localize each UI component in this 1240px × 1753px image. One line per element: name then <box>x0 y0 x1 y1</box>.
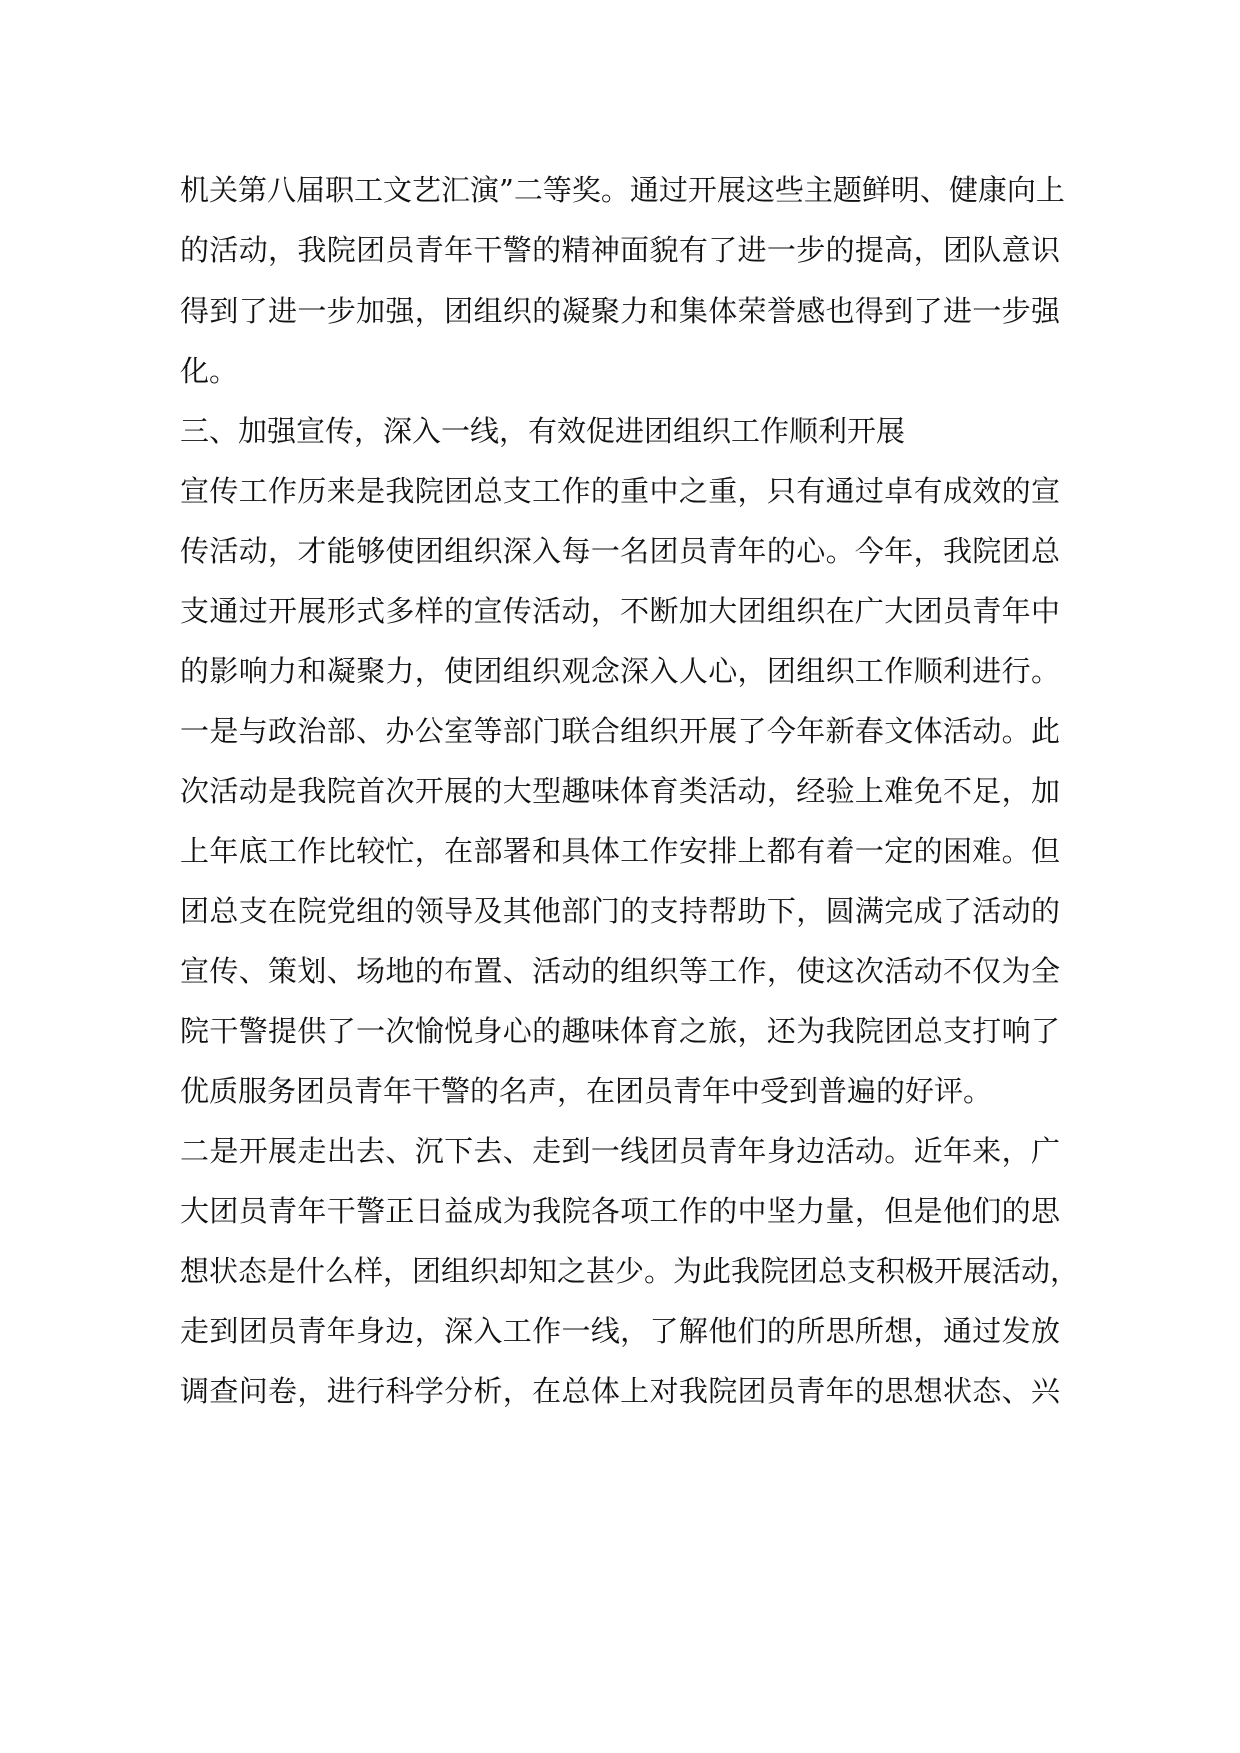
text-line: 次活动是我院首次开展的大型趣味体育类活动，经验上难免不足，加 <box>180 774 1060 808</box>
text-line: 走到团员青年身边，深入工作一线，了解他们的所思所想，通过发放 <box>180 1314 1060 1348</box>
section-heading: 三、加强宣传，深入一线，有效促进团组织工作顺利开展 <box>180 414 906 448</box>
text-line: 宣传工作历来是我院团总支工作的重中之重，只有通过卓有成效的宣 <box>180 474 1060 508</box>
text-line: 优质服务团员青年干警的名声，在团员青年中受到普遍的好评。 <box>180 1074 993 1108</box>
text-line: 的活动，我院团员青年干警的精神面貌有了进一步的提高，团队意识 <box>180 233 1060 267</box>
text-line: 宣传、策划、场地的布置、活动的组织等工作，使这次活动不仅为全 <box>180 954 1060 988</box>
text-line: 团总支在院党组的领导及其他部门的支持帮助下，圆满完成了活动的 <box>180 894 1060 928</box>
text-line: 调查问卷，进行科学分析，在总体上对我院团员青年的思想状态、兴 <box>180 1374 1060 1408</box>
text-line: 想状态是什么样，团组织却知之甚少。为此我院团总支积极开展活动， <box>180 1254 1080 1288</box>
text-line: 二是开展走出去、沉下去、走到一线团员青年身边活动。近年来，广 <box>180 1134 1060 1168</box>
text-line: 的影响力和凝聚力，使团组织观念深入人心，团组织工作顺利进行。 <box>180 654 1060 688</box>
text-line: 传活动，才能够使团组织深入每一名团员青年的心。今年，我院团总 <box>180 534 1060 568</box>
text-line: 一是与政治部、办公室等部门联合组织开展了今年新春文体活动。此 <box>180 714 1060 748</box>
text-line: 支通过开展形式多样的宣传活动，不断加大团组织在广大团员青年中 <box>180 594 1060 628</box>
text-line: 上年底工作比较忙，在部署和具体工作安排上都有着一定的困难。但 <box>180 834 1060 868</box>
text-line: 化。 <box>180 354 239 388</box>
text-line: 机关第八届职工文艺汇演”二等奖。通过开展这些主题鲜明、健康向上 <box>180 173 1065 207</box>
text-line: 得到了进一步加强，团组织的凝聚力和集体荣誉感也得到了进一步强 <box>180 294 1060 328</box>
text-line: 大团员青年干警正日益成为我院各项工作的中坚力量，但是他们的思 <box>180 1194 1060 1228</box>
text-line: 院干警提供了一次愉悦身心的趣味体育之旅，还为我院团总支打响了 <box>180 1014 1060 1048</box>
